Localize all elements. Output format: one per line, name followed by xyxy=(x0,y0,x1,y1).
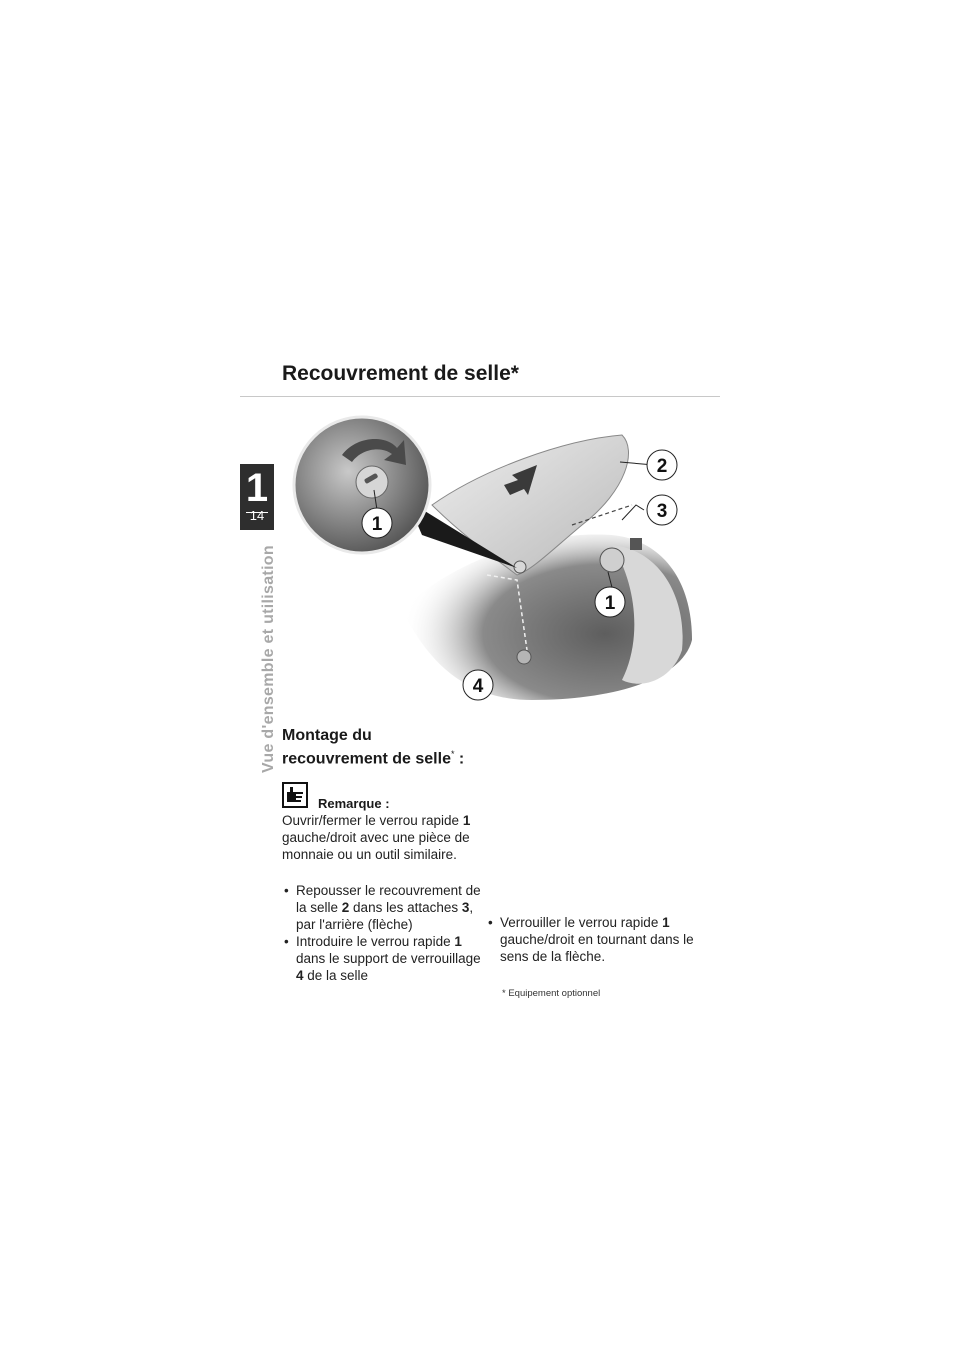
svg-text:2: 2 xyxy=(656,456,668,477)
section-label: Vue d'ensemble et utilisation xyxy=(260,545,277,773)
list-item: • Verrouiller le verrou rapide 1 gauche/droit en tournant dans le sens de la flèche. xyxy=(486,914,706,965)
svg-text:1: 1 xyxy=(604,593,616,614)
callout-1-top xyxy=(362,508,392,538)
lock-slot xyxy=(356,466,388,498)
chapter-number: 1 xyxy=(245,466,269,510)
footnote: * Equipement optionnel xyxy=(502,988,601,999)
seat-cover-illustration xyxy=(282,410,722,710)
note-label: Remarque : xyxy=(318,796,390,811)
page-number: 14 xyxy=(249,508,265,523)
note-hand-icon xyxy=(282,782,308,808)
clip-attachment xyxy=(630,538,642,550)
page-title: Recouvrement de selle* xyxy=(282,362,519,385)
list-item: • Repousser le recouvrement de la selle 2 dans les attaches 3, par l'arrière (flèche) xyxy=(282,882,482,933)
steps-left xyxy=(282,882,482,984)
quick-lock-right xyxy=(600,548,624,572)
callout-2 xyxy=(647,450,677,480)
quick-lock-left xyxy=(514,561,526,573)
svg-text:1: 1 xyxy=(371,514,383,535)
svg-text:3: 3 xyxy=(656,501,668,522)
title-divider xyxy=(240,396,720,397)
steps-right xyxy=(486,914,706,965)
note-text: Ouvrir/fermer le verrou rapide 1 gauche/droit avec une pièce de monnaie ou un outil similaire. xyxy=(282,813,471,862)
locking-support xyxy=(517,650,531,664)
callout-3 xyxy=(647,495,677,525)
mounting-heading: Montage du recouvrement de selle* : xyxy=(282,727,465,768)
callout-1-bottom xyxy=(595,587,625,617)
list-item: • Introduire le verrou rapide 1 dans le support de verrouillage 4 de la selle xyxy=(282,933,482,984)
svg-text:4: 4 xyxy=(472,676,484,697)
callout-4 xyxy=(463,670,493,700)
